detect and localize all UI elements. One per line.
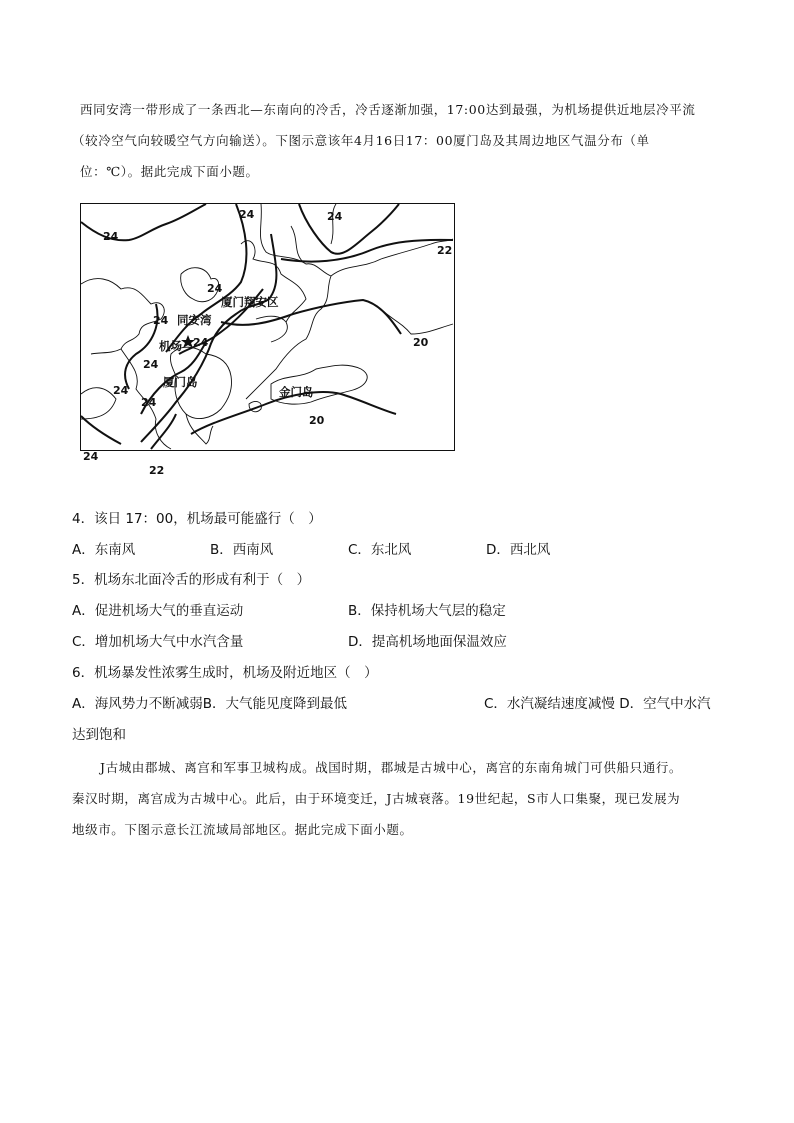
isotherm-22-right: [281, 240, 453, 262]
q5-stem: 5．机场东北面冷舌的形成有利于（ ）: [72, 572, 311, 588]
q4-option-d[interactable]: D．西北风: [486, 542, 551, 558]
intro-line-2: （较冷空气向较暖空气方向输送）。下图示意该年4月16日17：00厦门岛及其周边地区气温分布（单: [72, 133, 650, 148]
place-label-airport: 机场: [159, 339, 182, 353]
isotherm-label: 24: [153, 314, 169, 327]
place-label-jinmen-island: 金门岛: [279, 385, 314, 399]
passage2-line-2: 秦汉时期，离宫成为古城中心。此后，由于环境变迁，J古城衰落。19世纪起，S市人口集聚，现已发展为: [72, 791, 681, 806]
isotherm-24-curve-2: [141, 234, 276, 442]
passage2-line-1: J古城由郡城、离宫和军事卫城构成。战国时期，郡城是古城中心，离宫的东南角城门可供船只通行。: [100, 760, 683, 775]
intro-line-1: 西同安湾一带形成了一条西北—东南向的冷舌，冷舌逐渐加强，17:00达到最强，为机场提供近地层冷平流: [80, 102, 696, 117]
isotherm-label: 24: [113, 384, 129, 397]
coastline-far-west: [81, 388, 116, 419]
q6-options-cd[interactable]: C．水汽凝结速度减慢 D．空气中水汽: [484, 696, 711, 712]
coastlines: [81, 204, 453, 449]
isotherms: [81, 204, 453, 449]
isotherm-map: [80, 203, 455, 477]
isotherm-label: 22: [149, 464, 165, 477]
isotherm-label: 24: [103, 230, 119, 243]
q5-option-d[interactable]: D．提高机场地面保温效应: [348, 634, 507, 650]
place-label-xiamen-island: 厦门岛: [163, 375, 198, 389]
isotherm-24-topleft: [81, 204, 206, 240]
q6-options-ab[interactable]: A．海风势力不断减弱B．大气能见度降到最低: [72, 696, 347, 712]
isotherm-label: 20: [309, 414, 325, 427]
passage2-line-3: 地级市。下图示意长江流域局部地区。据此完成下面小题。: [72, 822, 413, 837]
isotherm-label: 24: [193, 336, 209, 349]
q5-option-a[interactable]: A．促进机场大气的垂直运动: [72, 603, 244, 619]
place-label-xiangan: 厦门翔安区: [221, 295, 279, 309]
isotherm-label: 24: [83, 450, 99, 463]
isotherm-label: 24: [141, 396, 157, 409]
q4-option-a[interactable]: A．东南风: [72, 542, 136, 558]
q5-option-c[interactable]: C．增加机场大气中水汽含量: [72, 634, 244, 650]
isotherm-label: 24: [327, 210, 343, 223]
q4-option-b[interactable]: B．西南风: [210, 542, 274, 558]
isotherm-24-bottomleft: [81, 416, 121, 444]
intro-line-3: 位：℃）。据此完成下面小题。: [80, 164, 259, 179]
river-north: [291, 226, 303, 262]
q4-stem: 4．该日 17：00，机场最可能盛行（ ）: [72, 511, 322, 527]
place-label-tongan-bay: 同安湾: [177, 313, 212, 327]
q6-option-d-continued: 达到饱和: [72, 727, 126, 743]
q4-option-c[interactable]: C．东北风: [348, 542, 412, 558]
isotherm-label: 20: [413, 336, 429, 349]
q5-option-b[interactable]: B．保持机场大气层的稳定: [348, 603, 506, 619]
coastline-west: [81, 279, 164, 354]
isotherm-map-svg: [81, 204, 453, 477]
isotherm-24-curve-1: [166, 204, 246, 352]
isotherm-label: 22: [437, 244, 453, 257]
isotherm-label: 24: [239, 208, 255, 221]
isotherm-label: 24: [207, 282, 223, 295]
isotherm-label: 24: [143, 358, 159, 371]
q6-stem: 6．机场暴发性浓雾生成时，机场及附近地区（ ）: [72, 665, 378, 681]
